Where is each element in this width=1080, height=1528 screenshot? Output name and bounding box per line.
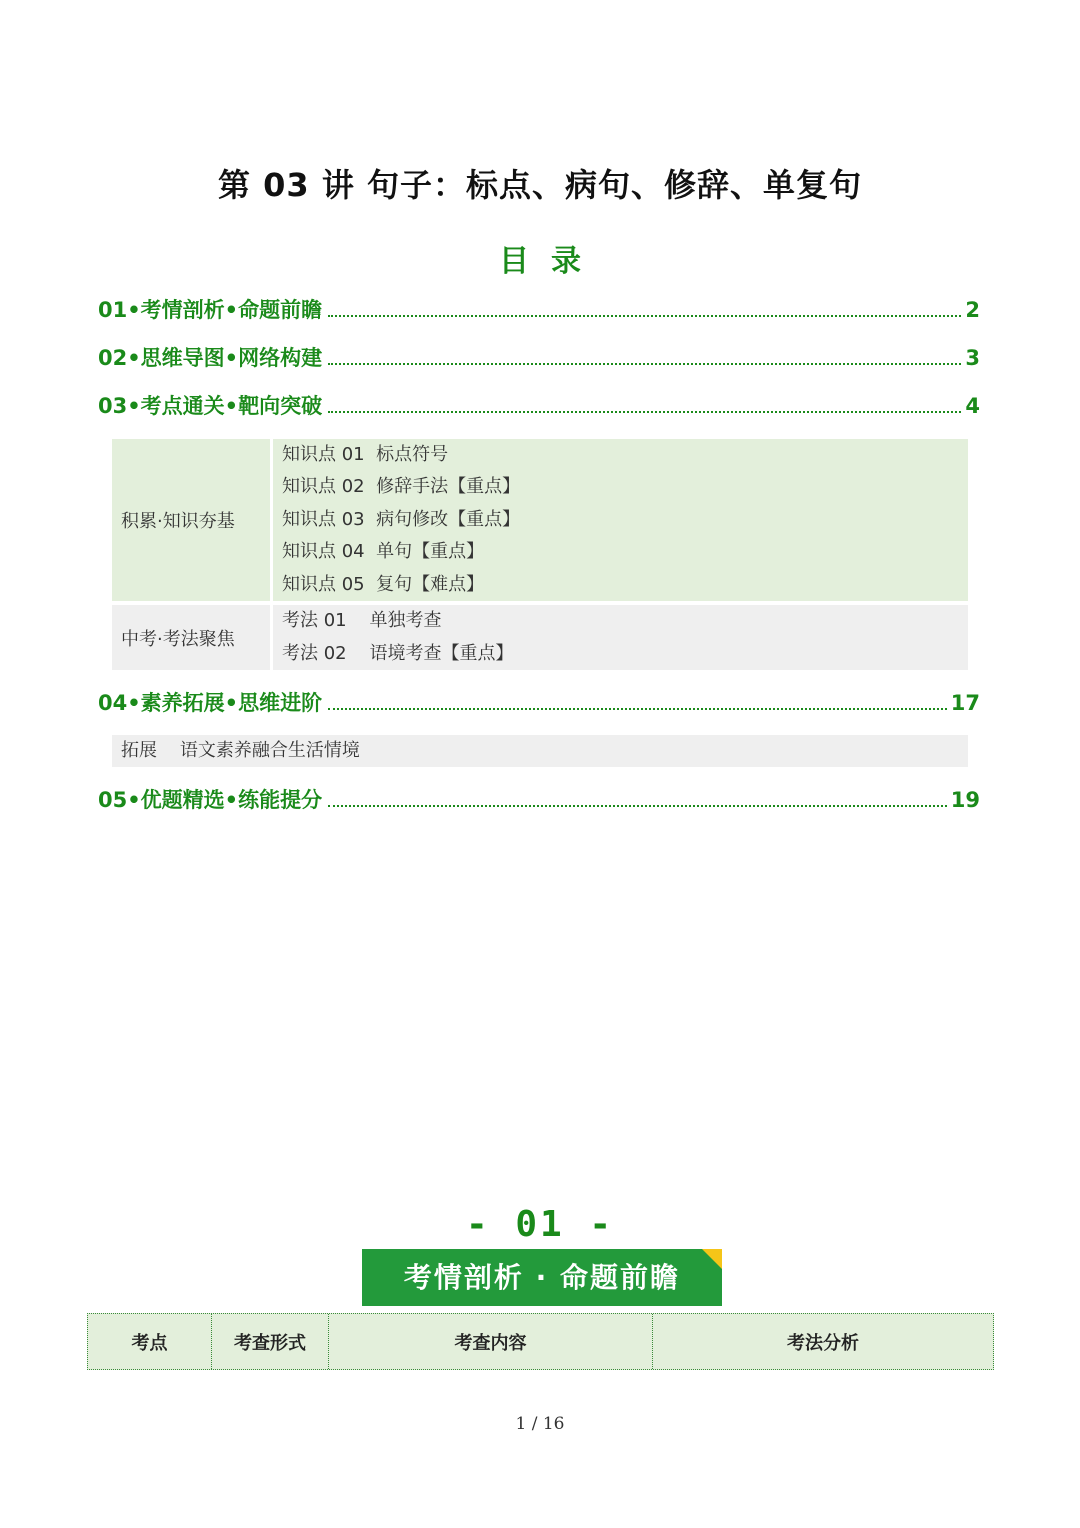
toc-leader-dots [328, 362, 961, 365]
banner-corner-decoration [702, 1249, 722, 1269]
toc-entry-1[interactable] [98, 295, 980, 325]
knowledge-item-5[interactable]: 知识点 05 复句【难点】 [282, 573, 485, 595]
exam-item-1[interactable]: 考法 01 单独考查 [282, 609, 442, 631]
extension-row[interactable]: 拓展 语文素养融合生活情境 [112, 735, 968, 767]
toc-entry-label: 02•思维导图•网络构建 [98, 346, 323, 370]
analysis-table-header [87, 1313, 994, 1370]
toc-entry-label: 01•考情剖析•命题前瞻 [98, 298, 323, 322]
exam-category: 中考·考法聚焦 [112, 605, 270, 670]
exam-block [112, 605, 968, 670]
section-number: - 01 - [465, 1204, 615, 1245]
toc-entry-page: 4 [965, 394, 980, 418]
knowledge-item-1[interactable]: 知识点 01 标点符号 [282, 443, 449, 465]
exam-items [273, 605, 968, 670]
knowledge-items [273, 439, 968, 601]
toc-entry-4[interactable] [98, 688, 980, 718]
section-banner [362, 1249, 722, 1306]
toc-entry-2[interactable] [98, 343, 980, 373]
toc-entry-label: 03•考点通关•靶向突破 [98, 394, 323, 418]
exam-item-2[interactable]: 考法 02 语境考查【重点】 [282, 642, 514, 664]
toc-entry-label: 05•优题精选•练能提分 [98, 788, 323, 812]
toc-entry-page: 2 [965, 298, 980, 322]
toc-entry-page: 17 [950, 691, 980, 715]
page-indicator: 1 / 16 [515, 1414, 565, 1434]
knowledge-block [112, 439, 968, 601]
toc-leader-dots [328, 410, 961, 413]
document-title: 第 03 讲 句子：标点、病句、修辞、单复句 [218, 166, 862, 204]
header-cell-analysis: 考法分析 [787, 1332, 859, 1354]
toc-entry-page: 3 [965, 346, 980, 370]
knowledge-item-2[interactable]: 知识点 02 修辞手法【重点】 [282, 476, 521, 498]
toc-heading: 目录 [499, 244, 603, 279]
toc-entry-5[interactable] [98, 785, 980, 815]
knowledge-item-4[interactable]: 知识点 04 单句【重点】 [282, 541, 485, 563]
section-banner-label: 考情剖析 · 命题前瞻 [403, 1261, 681, 1294]
toc-entry-label: 04•素养拓展•思维进阶 [98, 691, 323, 715]
header-cell-form: 考查形式 [212, 1314, 329, 1369]
knowledge-item-3[interactable]: 知识点 03 病句修改【重点】 [282, 508, 521, 530]
toc-leader-dots [328, 314, 961, 317]
toc-leader-dots [328, 804, 947, 807]
toc-entry-page: 19 [950, 788, 980, 812]
toc-entry-3[interactable] [98, 391, 980, 421]
header-cell-content: 考查内容 [329, 1314, 653, 1369]
knowledge-category: 积累·知识夯基 [112, 439, 270, 601]
toc-leader-dots [328, 707, 947, 710]
header-cell-kaodian: 考点 [88, 1314, 212, 1369]
